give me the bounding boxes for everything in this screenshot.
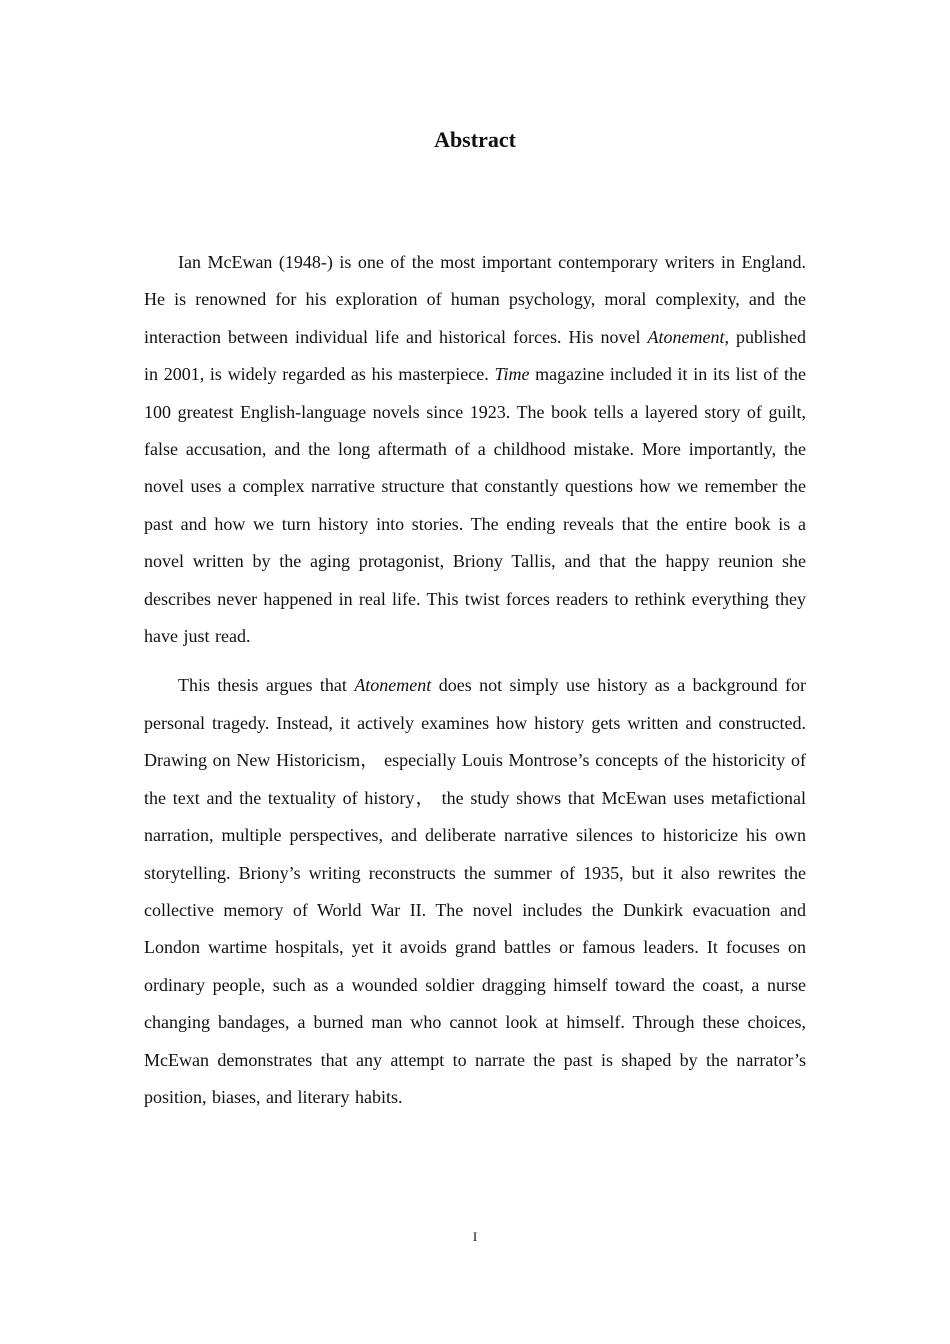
paragraph-text: This thesis argues that [178,675,355,696]
paragraph-text: magazine included it in its list of the 100 greatest English-language novels since 1923. The book tells a layered story of guilt, false accusation, and the long aftermath of a childhood mistake. More importantly, the novel uses a complex narrative structure that constantly questions how we remember the past and how we turn history into stories. The ending reveals that the entire book is a novel written by the aging protagonist, Briony Tallis, and that the happy reunion she describes never happened in real life. This twist forces readers to rethink everything they have just read. [144,364,806,647]
page-title: Abstract [434,127,516,152]
paragraph-text: , published in 2001, is widely regarded as his masterpiece. [144,326,806,385]
paragraph-text: does not simply use history as a background for personal tragedy. Instead, it actively examines how history gets written and constructed. Drawing on New Historicism， especially Louis Montrose’s concepts of the historicity of the text and the textuality of history， the study shows that McEwan uses metafictional narration, multiple perspectives, and deliberate narrative silences to historicize his own storytelling. Briony’s writing reconstructs the summer of 1935, but it also rewrites the collective memory of World War II. The novel includes the Dunkirk evacuation and London wartime hospitals, yet it avoids grand battles or famous leaders. It focuses on ordinary people, such as a wounded soldier dragging himself toward the coast, a nurse changing bandages, a burned man who cannot look at himself. Through these choices, McEwan demonstrates that any attempt to narrate the past is shaped by the narrator’s position, biases, and literary habits. [144,675,806,1107]
abstract-body [144,244,806,1116]
paragraph-text: Ian McEwan (1948-) is one of the most important contemporary writers in England. He is renowned for his exploration of human psychology, moral complexity, and the interaction between individual life and historical forces. His novel [144,252,806,347]
italic-title-text: Atonement [647,326,725,347]
paragraph-1 [144,244,806,655]
paragraph-2 [144,667,806,1116]
page-number: I [472,1229,478,1244]
italic-title-text: Atonement [354,675,432,696]
italic-title-text: Time [494,364,530,385]
